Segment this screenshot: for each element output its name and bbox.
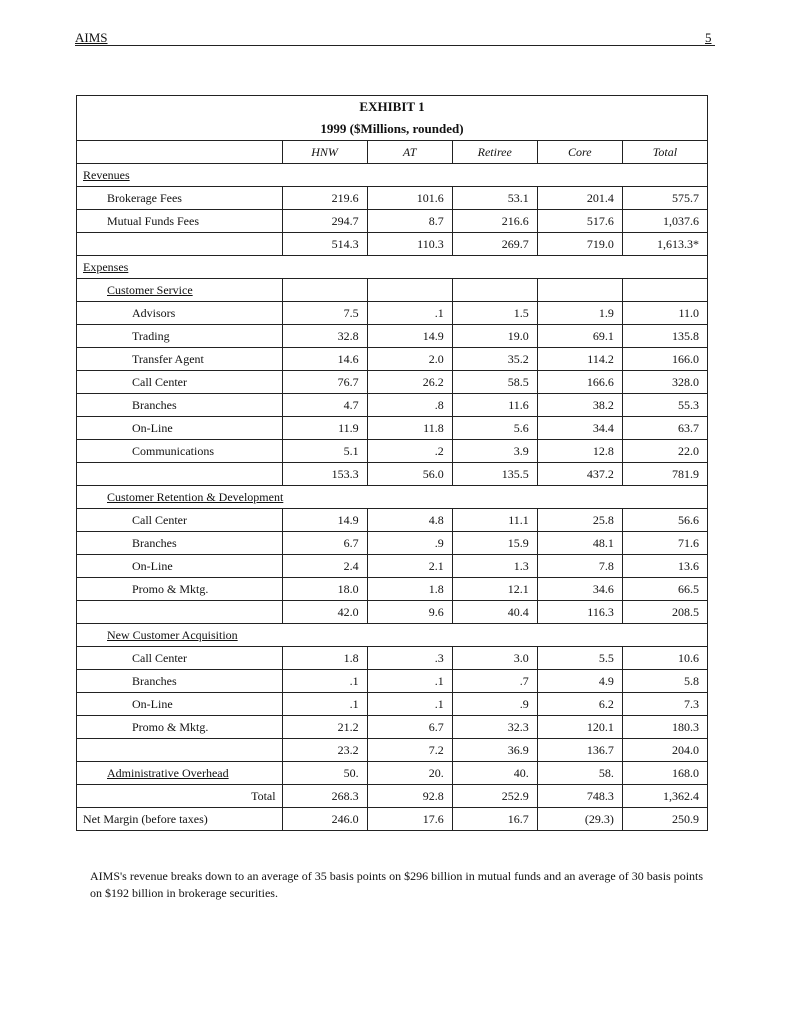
cell-core: 719.0: [537, 233, 622, 256]
table-row: [77, 647, 708, 670]
row-label: Branches: [77, 532, 283, 555]
row-label: Communications: [77, 440, 283, 463]
cell-hnw: 42.0: [282, 601, 367, 624]
cell-total: 71.6: [622, 532, 707, 555]
row-label: On-Line: [77, 555, 283, 578]
cell-at: 6.7: [367, 716, 452, 739]
empty-cell: [622, 279, 707, 302]
row-label: On-Line: [77, 417, 283, 440]
cell-hnw: 4.7: [282, 394, 367, 417]
table-row: [77, 348, 708, 371]
cell-at: 8.7: [367, 210, 452, 233]
cell-total: 1,613.3*: [622, 233, 707, 256]
cell-at: .2: [367, 440, 452, 463]
row-label: On-Line: [77, 693, 283, 716]
cell-core: 4.9: [537, 670, 622, 693]
cell-hnw: 514.3: [282, 233, 367, 256]
empty-cell: [282, 279, 367, 302]
row-label: Call Center: [77, 509, 283, 532]
row-label: Call Center: [77, 371, 283, 394]
cell-hnw: 219.6: [282, 187, 367, 210]
table-row: [77, 210, 708, 233]
cell-core: 34.4: [537, 417, 622, 440]
cell-total: 11.0: [622, 302, 707, 325]
cell-retiree: .7: [452, 670, 537, 693]
cell-at: 9.6: [367, 601, 452, 624]
cell-hnw: 18.0: [282, 578, 367, 601]
cell-core: 116.3: [537, 601, 622, 624]
cell-total: 250.9: [622, 808, 707, 831]
running-header-title: AIMS: [75, 30, 108, 45]
cell-retiree: 1.3: [452, 555, 537, 578]
cell-core: 437.2: [537, 463, 622, 486]
table-row: [77, 693, 708, 716]
cell-total: 575.7: [622, 187, 707, 210]
empty-cell: [537, 279, 622, 302]
cell-hnw: .1: [282, 670, 367, 693]
cell-hnw: 76.7: [282, 371, 367, 394]
cell-at: 110.3: [367, 233, 452, 256]
table-row: [77, 325, 708, 348]
cell-total: 56.6: [622, 509, 707, 532]
header-rule: [75, 45, 715, 46]
cell-total: 22.0: [622, 440, 707, 463]
cell-at: 1.8: [367, 578, 452, 601]
table-row: [77, 808, 708, 831]
empty-cell: [452, 279, 537, 302]
cell-total: 13.6: [622, 555, 707, 578]
table-row: [77, 532, 708, 555]
cell-total: 328.0: [622, 371, 707, 394]
row-label: Promo & Mktg.: [77, 578, 283, 601]
cell-retiree: 36.9: [452, 739, 537, 762]
cell-hnw: 5.1: [282, 440, 367, 463]
cell-at: .1: [367, 670, 452, 693]
cell-at: .8: [367, 394, 452, 417]
cell-at: 20.: [367, 762, 452, 785]
column-header-blank: [77, 141, 283, 164]
exhibit-subtitle-row: [77, 118, 708, 141]
cell-total: 168.0: [622, 762, 707, 785]
cell-core: 201.4: [537, 187, 622, 210]
cell-retiree: .9: [452, 693, 537, 716]
cell-hnw: 294.7: [282, 210, 367, 233]
cell-at: .1: [367, 693, 452, 716]
cell-retiree: 12.1: [452, 578, 537, 601]
cell-hnw: 6.7: [282, 532, 367, 555]
empty-cell: [367, 279, 452, 302]
cell-retiree: 53.1: [452, 187, 537, 210]
cell-retiree: 58.5: [452, 371, 537, 394]
cell-retiree: 35.2: [452, 348, 537, 371]
cell-hnw: 21.2: [282, 716, 367, 739]
cell-total: 180.3: [622, 716, 707, 739]
table-row: [77, 670, 708, 693]
column-header-at: AT: [367, 141, 452, 164]
cell-at: 101.6: [367, 187, 452, 210]
cell-core: 748.3: [537, 785, 622, 808]
cell-core: 517.6: [537, 210, 622, 233]
table-row: [77, 187, 708, 210]
row-label: Mutual Funds Fees: [77, 210, 283, 233]
cell-retiree: 15.9: [452, 532, 537, 555]
cell-at: 7.2: [367, 739, 452, 762]
cell-total: 135.8: [622, 325, 707, 348]
exhibit-title: EXHIBIT 1: [77, 96, 708, 119]
cell-retiree: 5.6: [452, 417, 537, 440]
cell-retiree: 16.7: [452, 808, 537, 831]
subtotal-row: [77, 601, 708, 624]
section-label: Revenues: [77, 164, 708, 187]
table-row: [77, 785, 708, 808]
row-label: [77, 739, 283, 762]
footnote-paragraph: AIMS's revenue breaks down to an average of 35 basis points on $296 billion in mutual funds and an average of 30 basis points on $192 billion in brokerage securities.: [90, 869, 704, 900]
table-row: [77, 371, 708, 394]
table-row: [77, 394, 708, 417]
cell-core: 136.7: [537, 739, 622, 762]
cell-at: .3: [367, 647, 452, 670]
exhibit-title-row: [77, 96, 708, 119]
cell-hnw: 50.: [282, 762, 367, 785]
row-label: [77, 233, 283, 256]
cell-core: 69.1: [537, 325, 622, 348]
cell-retiree: 3.0: [452, 647, 537, 670]
cell-hnw: 14.6: [282, 348, 367, 371]
cell-core: 6.2: [537, 693, 622, 716]
cell-retiree: 269.7: [452, 233, 537, 256]
cell-total: 55.3: [622, 394, 707, 417]
page-number: 5: [705, 30, 712, 45]
table-row: [77, 509, 708, 532]
cell-at: 56.0: [367, 463, 452, 486]
row-label: Promo & Mktg.: [77, 716, 283, 739]
row-label: Transfer Agent: [77, 348, 283, 371]
cell-at: 26.2: [367, 371, 452, 394]
cell-total: 5.8: [622, 670, 707, 693]
subsection-label: Customer Retention & Development: [77, 486, 708, 509]
table-row: [77, 417, 708, 440]
cell-at: .1: [367, 302, 452, 325]
cell-total: 208.5: [622, 601, 707, 624]
cell-hnw: 246.0: [282, 808, 367, 831]
cell-core: 5.5: [537, 647, 622, 670]
row-label: Branches: [77, 394, 283, 417]
exhibit-subtitle: 1999 ($Millions, rounded): [77, 118, 708, 141]
cell-retiree: 11.1: [452, 509, 537, 532]
cell-hnw: 1.8: [282, 647, 367, 670]
row-label: [77, 463, 283, 486]
cell-at: 92.8: [367, 785, 452, 808]
cell-at: .9: [367, 532, 452, 555]
cell-core: 166.6: [537, 371, 622, 394]
subtotal-row: [77, 739, 708, 762]
cell-core: 34.6: [537, 578, 622, 601]
cell-retiree: 3.9: [452, 440, 537, 463]
cell-total: 1,362.4: [622, 785, 707, 808]
cell-hnw: 14.9: [282, 509, 367, 532]
cell-total: 781.9: [622, 463, 707, 486]
row-label: Administrative Overhead: [77, 762, 283, 785]
cell-core: 58.: [537, 762, 622, 785]
subsection-label: Customer Service: [77, 279, 283, 302]
cell-total: 204.0: [622, 739, 707, 762]
subtotal-row: [77, 233, 708, 256]
cell-core: 12.8: [537, 440, 622, 463]
row-label: Total: [77, 785, 283, 808]
cell-retiree: 1.5: [452, 302, 537, 325]
cell-total: 10.6: [622, 647, 707, 670]
cell-total: 7.3: [622, 693, 707, 716]
row-label: Advisors: [77, 302, 283, 325]
cell-at: 2.1: [367, 555, 452, 578]
cell-retiree: 252.9: [452, 785, 537, 808]
table-row: [77, 440, 708, 463]
cell-hnw: 153.3: [282, 463, 367, 486]
cell-retiree: 216.6: [452, 210, 537, 233]
cell-retiree: 135.5: [452, 463, 537, 486]
row-label: Trading: [77, 325, 283, 348]
table-row: [77, 716, 708, 739]
cell-hnw: .1: [282, 693, 367, 716]
subsection-row: [77, 624, 708, 647]
cell-at: 11.8: [367, 417, 452, 440]
cell-total: 1,037.6: [622, 210, 707, 233]
row-label: Call Center: [77, 647, 283, 670]
subsection-row: [77, 279, 708, 302]
cell-core: (29.3): [537, 808, 622, 831]
cell-hnw: 7.5: [282, 302, 367, 325]
row-label: Net Margin (before taxes): [77, 808, 283, 831]
cell-retiree: 40.4: [452, 601, 537, 624]
cell-hnw: 23.2: [282, 739, 367, 762]
table-row: [77, 578, 708, 601]
column-header-hnw: HNW: [282, 141, 367, 164]
exhibit-table-body: [77, 96, 708, 831]
cell-hnw: 32.8: [282, 325, 367, 348]
cell-core: 114.2: [537, 348, 622, 371]
table-row: [77, 302, 708, 325]
cell-hnw: 268.3: [282, 785, 367, 808]
subsection-label: New Customer Acquisition: [77, 624, 708, 647]
cell-total: 66.5: [622, 578, 707, 601]
subsection-row: [77, 486, 708, 509]
cell-retiree: 40.: [452, 762, 537, 785]
cell-core: 38.2: [537, 394, 622, 417]
column-header-total: Total: [622, 141, 707, 164]
cell-at: 17.6: [367, 808, 452, 831]
cell-at: 14.9: [367, 325, 452, 348]
table-row: [77, 762, 708, 785]
exhibit-table: [76, 95, 708, 831]
section-row: [77, 164, 708, 187]
row-label: [77, 601, 283, 624]
cell-retiree: 19.0: [452, 325, 537, 348]
cell-hnw: 2.4: [282, 555, 367, 578]
section-row: [77, 256, 708, 279]
section-label: Expenses: [77, 256, 708, 279]
cell-hnw: 11.9: [282, 417, 367, 440]
row-label: Branches: [77, 670, 283, 693]
column-header-core: Core: [537, 141, 622, 164]
subtotal-row: [77, 463, 708, 486]
cell-total: 166.0: [622, 348, 707, 371]
cell-retiree: 11.6: [452, 394, 537, 417]
cell-at: 2.0: [367, 348, 452, 371]
cell-core: 25.8: [537, 509, 622, 532]
cell-core: 48.1: [537, 532, 622, 555]
cell-retiree: 32.3: [452, 716, 537, 739]
column-header-retiree: Retiree: [452, 141, 537, 164]
cell-core: 7.8: [537, 555, 622, 578]
cell-core: 120.1: [537, 716, 622, 739]
cell-total: 63.7: [622, 417, 707, 440]
cell-at: 4.8: [367, 509, 452, 532]
column-header-row: [77, 141, 708, 164]
cell-core: 1.9: [537, 302, 622, 325]
table-row: [77, 555, 708, 578]
row-label: Brokerage Fees: [77, 187, 283, 210]
